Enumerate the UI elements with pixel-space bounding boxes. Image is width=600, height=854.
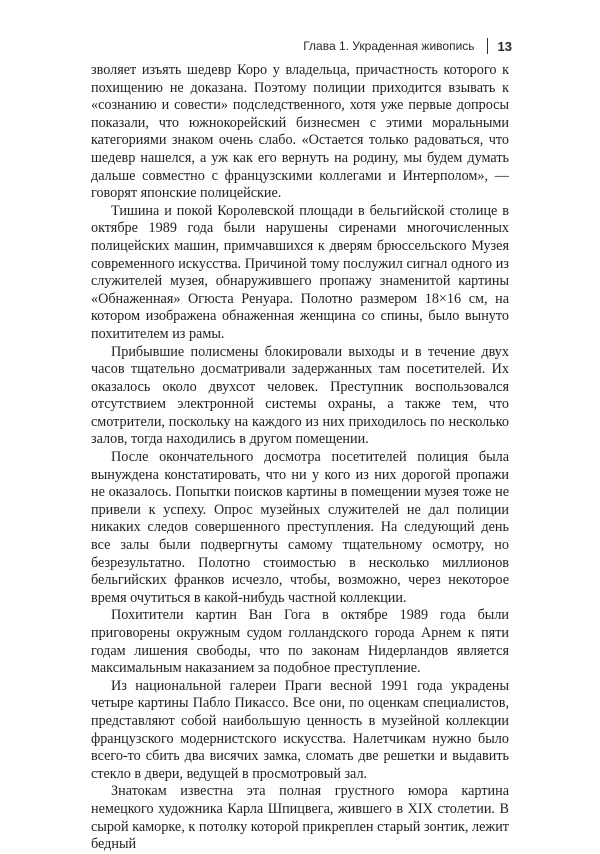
page-number: 13 [497, 38, 512, 54]
paragraph: После окончательного досмотра посетителей полиция была вынуждена констатировать, что ни у кого из них дорогой пропажи не оказалось. Попытки поисков картины в помещении музея тоже не привели к успеху. Опрос музейных служителей не дал полиции никаких следов совершенного преступления. На следующий день все залы были подвергнуты самому тщательному осмотру, но безрезультатно. Полотно стоимостью в несколько миллионов бельгийских франков исчезло, чтобы, возможно, через некоторое время очутиться в какой-нибудь частной коллекции. [91, 449, 509, 606]
chapter-title: Глава 1. Украденная живопись [303, 39, 475, 53]
paragraph: Знатокам известна эта полная грустного юмора картина немецкого художника Карла Шпицвега, жившего в XIX столетии. В сырой каморке, к потолку которой прикреплен старый зонтик, лежит бедный [91, 783, 509, 853]
paragraph: Тишина и покой Королевской площади в бельгийской столице в октябре 1989 года были нарушены сиренами многочисленных полицейских машин, примчавшихся к дверям брюссельского Музея современного искусства. Причиной тому послужил сигнал одного из служителей музея, обнаружившего пропажу знаменитой картины «Обнаженная» Огюста Ренуара. Полотно размером 18×16 см, на котором изображена обнаженная женщина со спины, было вынуто похитителем из рамы. [91, 202, 509, 342]
running-head [303, 38, 512, 54]
paragraph: зволяет изъять шедевр Коро у владельца, причастность которого к похищению не доказана. Поэтому полиции приходится взывать к «сознанию и совести» подследственного, хотя уже первые допросы показали, что южнокорейский бизнесмен с этими моральными категориями знаком очень слабо. «Остается только радоваться, что шедевр нашелся, а уж как его вернуть на родину, мы будем думать дальше совместно с французскими коллегами и Интерполом», — говорят японские полицейские. [91, 62, 509, 202]
paragraph: Похитители картин Ван Гога в октябре 1989 года были приговорены окружным судом голландского города Арнем к пяти годам лишения свободы, что по законам Нидерландов является максимальным наказанием за подобное преступление. [91, 607, 509, 677]
body-text [91, 62, 509, 854]
paragraph: Прибывшие полисмены блокировали выходы и в течение двух часов тщательно досматривали задержанных там посетителей. Их оказалось около двухсот человек. Преступник воспользовался отсутствием электронной системы охраны, а также тем, что смотрители, поскольку на каждого из них приходилось по несколько залов, тогда находились в другом помещении. [91, 343, 509, 448]
paragraph: Из национальной галереи Праги весной 1991 года украдены четыре картины Пабло Пикассо. Все они, по оценкам специалистов, представляют собой наибольшую ценность в музейной коллекции французского модернистского искусства. Налетчикам нужно было всего-то сбить два висячих замка, сломать две решетки и выдавить стекло в двери, ведущей в просмотровый зал. [91, 677, 509, 782]
header-divider [487, 38, 488, 54]
